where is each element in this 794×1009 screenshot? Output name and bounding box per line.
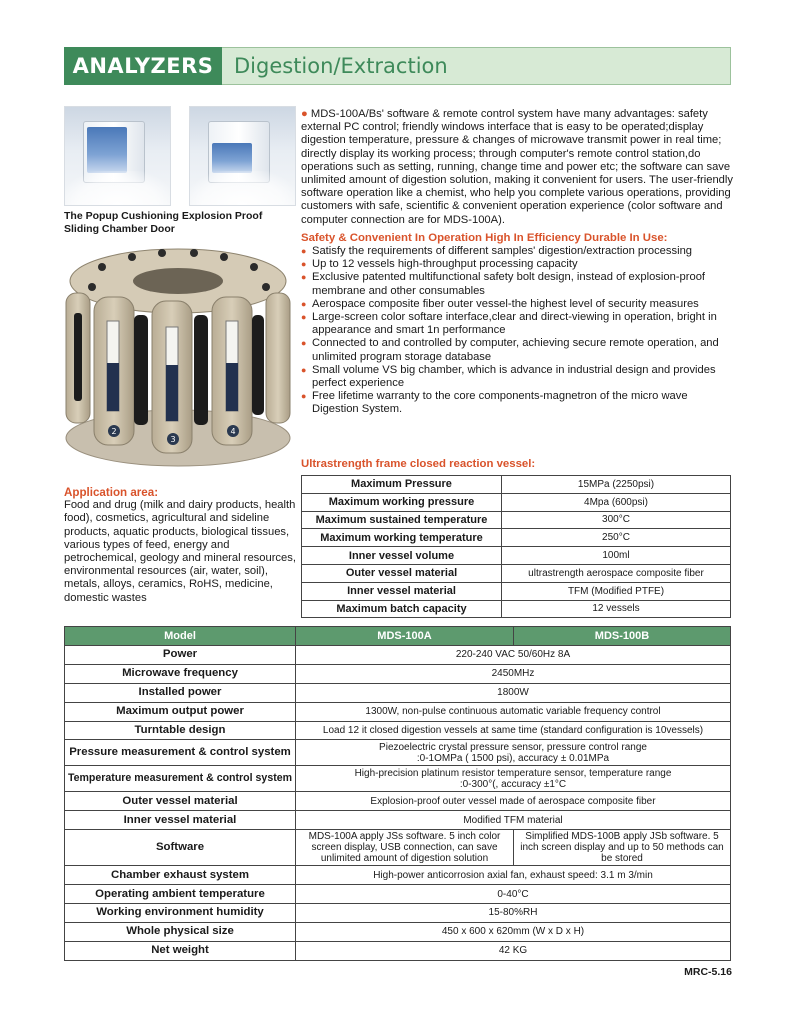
feature-item: ● Aerospace composite fiber outer vessel-the highest level of security measures bbox=[301, 298, 733, 311]
table-row: Temperature measurement & control system High-precision platinum resistor temperature sensor, temperature range :0-300°(, accuracy ±1°C bbox=[65, 766, 731, 792]
feature-item: ● Exclusive patented multifunctional safety bolt design, instead of explosion-proof membrane and other consumables bbox=[301, 271, 733, 297]
table-row: Inner vessel material TFM (Modified PTFE) bbox=[302, 582, 731, 600]
feature-item: ● Up to 12 vessels high-throughput processing capacity bbox=[301, 258, 733, 271]
table-row: Power 220-240 VAC 50/60Hz 8A bbox=[65, 646, 731, 665]
table-row: Installed power 1800W bbox=[65, 683, 731, 702]
description bbox=[301, 108, 733, 417]
table-row: Turntable design Load 12 it closed digestion vessels at same time (standard configuration is 10vessels) bbox=[65, 721, 731, 740]
application-area bbox=[64, 486, 296, 605]
table-row: Maximum working temperature 250°C bbox=[302, 529, 731, 547]
feature-item: ● Satisfy the requirements of different samples' digestion/extraction processing bbox=[301, 245, 733, 258]
feature-item: ● Connected to and controlled by computer, achieving secure remote operation, and unlimited program storage database bbox=[301, 337, 733, 363]
door-photo-open bbox=[189, 106, 296, 206]
table-row: Chamber exhaust system High-power anticorrosion axial fan, exhaust speed: 3.1 m 3/min bbox=[65, 866, 731, 885]
rotor-image bbox=[62, 243, 294, 473]
table-row: Maximum sustained temperature 300°C bbox=[302, 511, 731, 529]
table-row: Net weight 42 KG bbox=[65, 941, 731, 960]
intro-paragraph: ● MDS-100A/Bs' software & remote control system have many advantages: safety external PC control; friendly windows interface that is easy to be operated;display digestion temperature, pressure & changes of microwave transmit power in real time; directly display its working process; through computer's remote control station,do operations such as setting, running, change time and power etc; the software can save unlimited amount of digestion solution, making it convenient for users. The user-friendly software operation like a chemist, who help you complete various operations, providing customers with safe, scientific & convenient operation experience (color software and computer connection are for MDS-100A). bbox=[301, 108, 733, 226]
feature-item: ● Small volume VS big chamber, which is advance in industrial design and provides perfect experience bbox=[301, 364, 733, 390]
page-number: MRC-5.16 bbox=[684, 966, 732, 978]
feature-item: ● Free lifetime warranty to the core components-magnetron of the micro wave Digestion System. bbox=[301, 390, 733, 416]
rotor-label-2: 2 bbox=[111, 427, 117, 436]
section-label: ANALYZERS bbox=[64, 47, 222, 85]
page-title: Digestion/Extraction bbox=[222, 47, 731, 85]
door-photo-closed bbox=[64, 106, 171, 206]
vessel-title: Ultrastrength frame closed reaction vessel: bbox=[301, 458, 536, 470]
table-row: Maximum working pressure 4Mpa (600psi) bbox=[302, 493, 731, 511]
table-row: Maximum Pressure 15MPa (2250psi) bbox=[302, 476, 731, 494]
table-row: Maximum batch capacity 12 vessels bbox=[302, 600, 731, 618]
table-header-row: Model MDS-100A MDS-100B bbox=[65, 627, 731, 646]
table-row: Outer vessel material Explosion-proof outer vessel made of aerospace composite fiber bbox=[65, 792, 731, 811]
table-row: Operating ambient temperature 0-40°C bbox=[65, 885, 731, 904]
features-list bbox=[301, 245, 733, 417]
vessel-table bbox=[301, 475, 731, 618]
door-caption: The Popup Cushioning Explosion Proof Sliding Chamber Door bbox=[64, 210, 263, 235]
table-row: Maximum output power 1300W, non-pulse continuous automatic variable frequency control bbox=[65, 702, 731, 721]
page-header bbox=[64, 47, 731, 85]
table-row: Software MDS-100A apply JSs software. 5 inch color screen display, USB connection, can save unlimited amount of digestion solution Simplified MDS-100B apply JSb software. 5 inch screen display and up to 50 methods can be stored bbox=[65, 830, 731, 866]
table-row: Whole physical size 450 x 600 x 620mm (W x D x H) bbox=[65, 922, 731, 941]
table-row: Microwave frequency 2450MHz bbox=[65, 664, 731, 683]
table-row: Working environment humidity 15-80%RH bbox=[65, 904, 731, 923]
feature-item: ● Large-screen color softare interface,clear and direct-viewing in operation, bright in appearance and smart 1n performance bbox=[301, 311, 733, 337]
table-row: Inner vessel material Modified TFM material bbox=[65, 811, 731, 830]
spec-table bbox=[64, 626, 731, 961]
rotor-label-3: 3 bbox=[170, 435, 176, 444]
table-row: Inner vessel volume 100ml bbox=[302, 547, 731, 565]
application-text: Food and drug (milk and dairy products, health food), cosmetics, agricultural and sideline products, aquatic products, biological tissues, various types of feed, energy and petrochemical, geology and mineral resources, environmental resources (air, water, soil), metals, alloys, ceramics, RoHS, medicine, domestic wastes bbox=[64, 499, 296, 604]
table-row: Outer vessel material ultrastrength aerospace composite fiber bbox=[302, 564, 731, 582]
rotor-label-4: 4 bbox=[230, 427, 236, 436]
application-title: Application area: bbox=[64, 486, 159, 499]
features-title: Safety & Convenient In Operation High In Efficiency Durable In Use: bbox=[301, 231, 668, 244]
table-row: Pressure measurement & control system Piezoelectric crystal pressure sensor, pressure control range :0-1OMPa ( 1500 psi), accuracy ± 0.01MPa bbox=[65, 740, 731, 766]
